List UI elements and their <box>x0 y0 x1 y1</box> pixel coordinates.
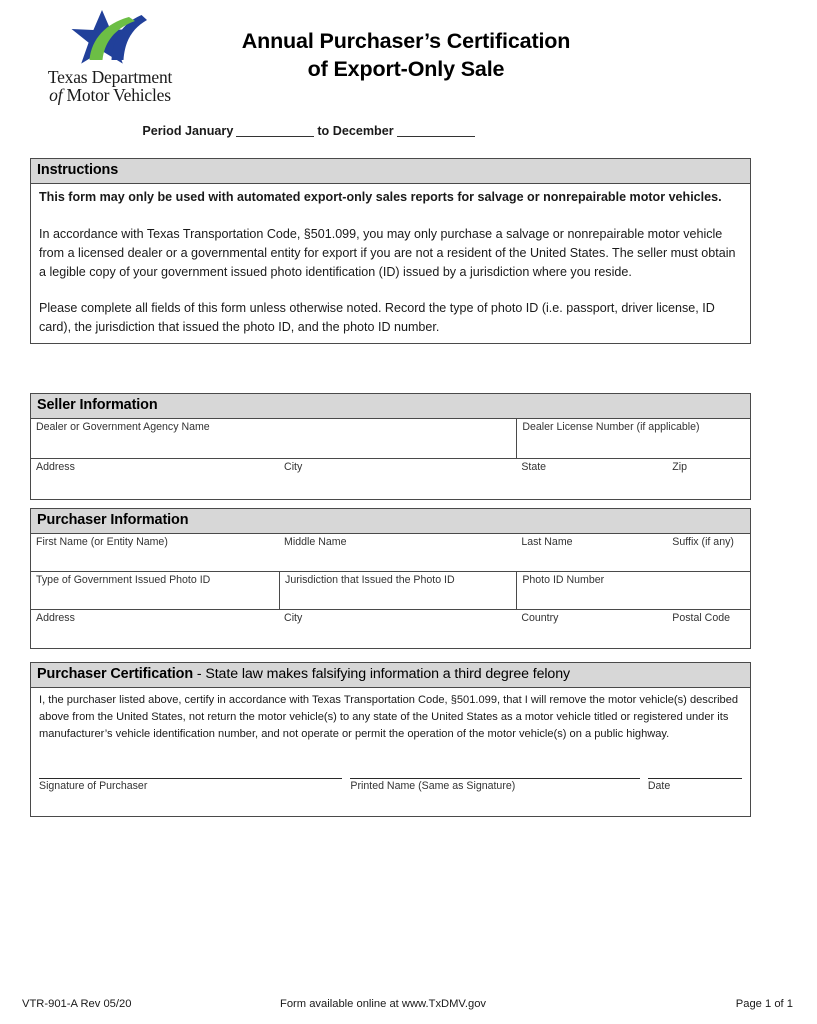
footer-form-number: VTR-901-A Rev 05/20 <box>22 998 132 1010</box>
purchaser-suffix-label: Suffix (if any) <box>672 536 734 549</box>
date-label: Date <box>647 780 671 793</box>
agency-logo <box>22 8 198 105</box>
seller-zip-label: Zip <box>672 461 688 474</box>
purchaser-first-name-label: First Name (or Entity Name) <box>36 536 168 549</box>
purchaser-address-field[interactable] <box>31 610 279 648</box>
form-header <box>0 0 817 138</box>
period-middle-label: to December <box>317 124 394 138</box>
purchaser-middle-name-label: Middle Name <box>284 536 347 549</box>
period-line <box>0 123 620 138</box>
purchaser-suffix-field[interactable] <box>667 534 750 571</box>
seller-license-number-field[interactable] <box>516 419 750 458</box>
purchaser-certification-heading <box>31 663 750 688</box>
seller-dealer-name-field[interactable] <box>31 419 516 458</box>
seller-license-number-label: Dealer License Number (if applicable) <box>522 421 700 434</box>
agency-name <box>22 68 198 105</box>
seller-city-label: City <box>284 461 303 474</box>
agency-name-line1: Texas Department <box>47 67 173 87</box>
certification-statement: I, the purchaser listed above, certify in accordance with Texas Transportation Code, §501.099, that I will remove the motor vehicle(s) described above from the United States, not return the motor vehicle(s) to any state of the United States as a motor vehicle titled or registered under its manufacturer’s vehicle identification number, and not operate or permit the operation of the motor vehicle(s) on a public highway. <box>39 694 739 740</box>
period-prefix-label: Period January <box>142 124 234 138</box>
printed-name-label: Printed Name (Same as Signature) <box>350 780 516 793</box>
instructions-paragraph-1: This form may only be used with automated export-only sales reports for salvage or nonrepairable motor vehicles. <box>39 190 722 205</box>
purchaser-middle-name-field[interactable] <box>279 534 516 571</box>
seller-state-label: State <box>521 461 547 474</box>
instructions-section <box>30 158 751 344</box>
instructions-body <box>31 184 750 342</box>
footer-inner <box>22 998 795 1014</box>
page-title-line2: of Export-Only Sale <box>307 56 505 81</box>
purchaser-row-photo-id <box>31 572 750 610</box>
instructions-paragraph-3: Please complete all fields of this form unless otherwise noted. Record the type of photo ID (i.e. passport, driver license, ID card), the jurisdiction that issued the photo ID, and the photo ID number. <box>39 300 715 334</box>
purchaser-address-label: Address <box>36 612 75 625</box>
purchaser-photo-id-jurisdiction-field[interactable] <box>279 572 516 609</box>
purchaser-first-name-field[interactable] <box>31 534 279 571</box>
printed-name-field[interactable] <box>350 760 639 793</box>
date-field[interactable] <box>648 760 742 793</box>
texas-dmv-star-swoosh-icon <box>55 8 165 66</box>
period-start-year-input[interactable] <box>236 123 314 137</box>
purchaser-certification-section <box>30 662 751 817</box>
purchaser-photo-id-jurisdiction-label: Jurisdiction that Issued the Photo ID <box>285 574 455 587</box>
footer-availability: Form available online at www.TxDMV.gov <box>280 998 487 1010</box>
printed-name-rule <box>350 760 639 779</box>
date-rule <box>648 760 742 779</box>
signature-row <box>39 760 742 793</box>
instructions-heading: Instructions <box>31 159 750 184</box>
seller-city-field[interactable] <box>279 459 516 499</box>
purchaser-row-name <box>31 534 750 572</box>
seller-information-heading: Seller Information <box>31 394 750 419</box>
purchaser-postal-code-field[interactable] <box>667 610 750 648</box>
purchaser-city-field[interactable] <box>279 610 516 648</box>
instructions-spacer-1 <box>39 208 742 225</box>
signature-of-purchaser-field[interactable] <box>39 760 342 793</box>
purchaser-photo-id-type-field[interactable] <box>31 572 279 609</box>
certification-heading-rest: - State law makes falsifying information a third degree felony <box>193 666 570 682</box>
purchaser-photo-id-number-field[interactable] <box>516 572 750 609</box>
agency-name-rest: Motor Vehicles <box>62 85 171 106</box>
seller-address-field[interactable] <box>31 459 279 499</box>
signature-of-purchaser-rule <box>39 760 342 779</box>
purchaser-last-name-label: Last Name <box>521 536 573 549</box>
purchaser-row-address <box>31 610 750 648</box>
period-end-year-input[interactable] <box>397 123 475 137</box>
seller-address-label: Address <box>36 461 75 474</box>
certification-body <box>31 688 750 742</box>
seller-dealer-name-label: Dealer or Government Agency Name <box>36 421 210 434</box>
form-footer <box>0 998 817 1014</box>
purchaser-last-name-field[interactable] <box>516 534 667 571</box>
instructions-paragraph-2: In accordance with Texas Transportation Code, §501.099, you may only purchase a salvage or nonrepairable motor vehicle from a licensed dealer or a governmental entity for export if you are not a resident of the United States. The seller must obtain a legible copy of your government issued photo identification (ID) issued by a jurisdiction where you reside. <box>39 226 736 279</box>
purchaser-country-label: Country <box>521 612 559 625</box>
certification-heading-bold: Purchaser Certification <box>37 666 194 682</box>
purchaser-city-label: City <box>284 612 303 625</box>
signature-area <box>31 760 750 816</box>
purchaser-photo-id-number-label: Photo ID Number <box>522 574 605 587</box>
agency-name-of: of <box>49 85 63 106</box>
page-title <box>196 28 616 84</box>
seller-row-address <box>31 459 750 499</box>
agency-name-line2 <box>22 86 198 104</box>
signature-of-purchaser-label: Signature of Purchaser <box>39 780 148 793</box>
seller-state-field[interactable] <box>516 459 667 499</box>
page-title-line1: Annual Purchaser’s Certification <box>241 29 571 53</box>
purchaser-information-section <box>30 508 751 649</box>
footer-page-number: Page 1 of 1 <box>735 998 793 1010</box>
instructions-spacer-2 <box>39 282 742 299</box>
purchaser-country-field[interactable] <box>516 610 667 648</box>
purchaser-postal-code-label: Postal Code <box>672 612 731 625</box>
seller-information-section <box>30 393 751 500</box>
purchaser-photo-id-type-label: Type of Government Issued Photo ID <box>36 574 211 587</box>
seller-zip-field[interactable] <box>667 459 750 499</box>
purchaser-information-heading: Purchaser Information <box>31 509 750 534</box>
seller-row-name <box>31 419 750 459</box>
